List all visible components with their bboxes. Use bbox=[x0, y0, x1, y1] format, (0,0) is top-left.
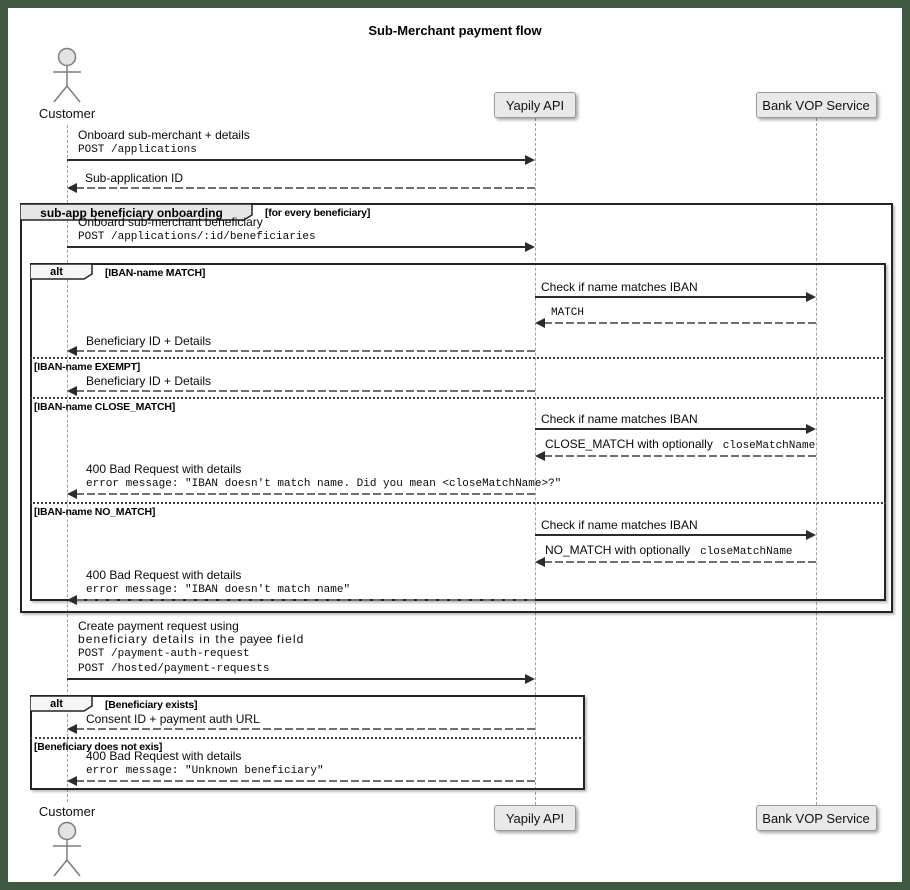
participant-box-bank-vop-service-top: Bank VOP Service bbox=[756, 92, 877, 118]
message-6-line bbox=[76, 390, 535, 392]
message-line bbox=[86, 582, 350, 597]
arrowhead-icon bbox=[535, 557, 545, 567]
arrowhead-icon bbox=[806, 530, 816, 540]
message-3-label bbox=[541, 281, 698, 294]
message-text-segment: Create payment request using bbox=[78, 619, 239, 633]
arrowhead-icon bbox=[67, 386, 77, 396]
actor-icon-customer-bottom bbox=[38, 820, 96, 885]
message-text-segment: POST /hosted/payment-requests bbox=[78, 663, 270, 675]
arrowhead-icon bbox=[806, 424, 816, 434]
message-8-label bbox=[545, 438, 815, 453]
message-line bbox=[86, 476, 561, 491]
message-line bbox=[78, 229, 316, 244]
participant-box-yapily-api-top: Yapily API bbox=[494, 92, 576, 118]
message-text-segment: closeMatchName bbox=[716, 440, 816, 452]
frame-2-guard: [Beneficiary exists] bbox=[105, 699, 198, 711]
message-line bbox=[86, 750, 324, 763]
message-line bbox=[86, 713, 260, 726]
message-8-line bbox=[544, 455, 816, 457]
message-7-line bbox=[535, 428, 807, 430]
message-line bbox=[85, 172, 183, 185]
arrowhead-icon bbox=[535, 451, 545, 461]
message-line bbox=[541, 281, 698, 294]
message-line bbox=[541, 413, 698, 426]
message-15-label bbox=[86, 750, 324, 778]
message-text-segment: field bbox=[272, 632, 305, 646]
message-text-segment: Consent ID + payment auth URL bbox=[86, 712, 260, 726]
message-line bbox=[78, 646, 304, 661]
diagram-title: Sub-Merchant payment flow bbox=[368, 23, 542, 38]
message-text-segment: Onboard sub-merchant + details bbox=[78, 128, 250, 142]
arrowhead-icon bbox=[525, 674, 535, 684]
message-4-line bbox=[544, 322, 816, 324]
message-10-label bbox=[541, 519, 698, 532]
message-14-label bbox=[86, 713, 260, 726]
frame-2-operator: alt bbox=[50, 698, 63, 710]
message-15-line bbox=[76, 780, 535, 782]
arrowhead-icon bbox=[525, 242, 535, 252]
message-12-line bbox=[76, 599, 535, 601]
arrowhead-icon bbox=[525, 155, 535, 165]
frame-2-divider-0-label: [Beneficiary does not exis] bbox=[34, 741, 163, 753]
message-text-segment: POST /applications bbox=[78, 144, 197, 156]
message-text-segment: Check if name matches IBAN bbox=[541, 280, 698, 294]
message-9-line bbox=[76, 493, 535, 495]
message-text-segment: beneficiary details in the bbox=[78, 632, 240, 646]
message-line bbox=[86, 375, 211, 388]
message-text-segment: NO_MATCH with optionally bbox=[545, 543, 694, 557]
message-0-label bbox=[78, 129, 250, 157]
message-line bbox=[78, 142, 250, 157]
message-12-label bbox=[86, 569, 350, 597]
message-line bbox=[78, 129, 250, 142]
message-text-segment: MATCH bbox=[551, 307, 585, 319]
message-2-line bbox=[67, 246, 526, 248]
message-line bbox=[78, 661, 304, 676]
message-1-label bbox=[85, 172, 183, 185]
frame-0-guard: [for every beneficiary] bbox=[265, 207, 371, 219]
frame-1-divider-0 bbox=[30, 357, 886, 359]
frame-1-divider-2 bbox=[30, 502, 886, 504]
message-5-line bbox=[76, 350, 535, 352]
message-text-segment: error message: "IBAN doesn't match name. Did you mean <closeMatchName>?" bbox=[86, 478, 562, 490]
message-text-segment: error message: "Unknown beneficiary" bbox=[86, 765, 324, 777]
message-line bbox=[86, 335, 211, 348]
arrowhead-icon bbox=[67, 724, 77, 734]
message-text-segment: Beneficiary ID + Details bbox=[86, 374, 212, 388]
frame-1-divider-2-label: [IBAN-name NO_MATCH] bbox=[34, 506, 156, 518]
message-13-line bbox=[67, 678, 526, 680]
message-line bbox=[545, 438, 815, 453]
message-10-line bbox=[535, 534, 807, 536]
frame-1-divider-1-label: [IBAN-name CLOSE_MATCH] bbox=[34, 401, 176, 413]
participant-box-yapily-api-bottom: Yapily API bbox=[494, 805, 576, 831]
message-line bbox=[86, 463, 561, 476]
message-line bbox=[551, 305, 584, 320]
arrowhead-icon bbox=[67, 489, 77, 499]
arrowhead-icon bbox=[67, 183, 77, 193]
message-9-label bbox=[86, 463, 561, 491]
message-7-label bbox=[541, 413, 698, 426]
message-1-line bbox=[76, 187, 535, 189]
message-text-segment: Check if name matches IBAN bbox=[541, 518, 698, 532]
arrowhead-icon bbox=[67, 346, 77, 356]
frame-1-operator: alt bbox=[50, 266, 63, 278]
message-line bbox=[86, 569, 350, 582]
message-14-line bbox=[76, 728, 535, 730]
frame-2-divider-0 bbox=[30, 737, 585, 739]
actor-icon-customer-top bbox=[38, 46, 96, 111]
message-text-segment: POST /applications/:id/beneficiaries bbox=[78, 231, 316, 243]
message-11-label bbox=[545, 544, 793, 559]
participant-box-bank-vop-service-bottom: Bank VOP Service bbox=[756, 805, 877, 831]
message-text-segment: Check if name matches IBAN bbox=[541, 412, 698, 426]
arrowhead-icon bbox=[67, 595, 77, 605]
message-5-label bbox=[86, 335, 211, 348]
message-text-segment: POST /payment-auth-request bbox=[78, 648, 250, 660]
participant-label-customer-bottom: Customer bbox=[38, 804, 96, 819]
message-line bbox=[541, 519, 698, 532]
message-line bbox=[78, 216, 316, 229]
message-text-segment: 400 Bad Request with details bbox=[86, 462, 242, 476]
frame-1-divider-1 bbox=[30, 397, 886, 399]
message-13-label bbox=[78, 620, 304, 676]
message-text-segment: 400 Bad Request with details bbox=[86, 568, 242, 582]
message-4-label bbox=[551, 305, 584, 320]
message-2-label bbox=[78, 216, 316, 244]
arrowhead-icon bbox=[806, 292, 816, 302]
arrowhead-icon bbox=[67, 776, 77, 786]
message-text-segment: Sub-application ID bbox=[85, 171, 184, 185]
message-line bbox=[78, 633, 304, 646]
message-text-segment: error message: "IBAN doesn't match name" bbox=[86, 584, 351, 596]
frame-1-divider-0-label: [IBAN-name EXEMPT] bbox=[34, 361, 141, 373]
message-line bbox=[545, 544, 793, 559]
message-text-segment: closeMatchName bbox=[693, 546, 793, 558]
message-6-label bbox=[86, 375, 211, 388]
message-line bbox=[86, 763, 324, 778]
message-text-segment: Beneficiary ID + Details bbox=[86, 334, 212, 348]
message-3-line bbox=[535, 296, 807, 298]
frame-1-guard: [IBAN-name MATCH] bbox=[105, 267, 206, 279]
message-text-segment: Onboard sub-merchant beneficiary bbox=[78, 215, 263, 229]
message-text-segment: 400 Bad Request with details bbox=[86, 749, 242, 763]
message-text-segment: CLOSE_MATCH with optionally bbox=[545, 437, 717, 451]
participant-label-customer-top: Customer bbox=[38, 106, 96, 121]
message-text-segment: payee bbox=[239, 632, 273, 646]
arrowhead-icon bbox=[535, 318, 545, 328]
message-0-line bbox=[67, 159, 526, 161]
frame-0-operator: sub-app beneficiary onboarding bbox=[40, 206, 223, 220]
message-11-line bbox=[544, 561, 816, 563]
